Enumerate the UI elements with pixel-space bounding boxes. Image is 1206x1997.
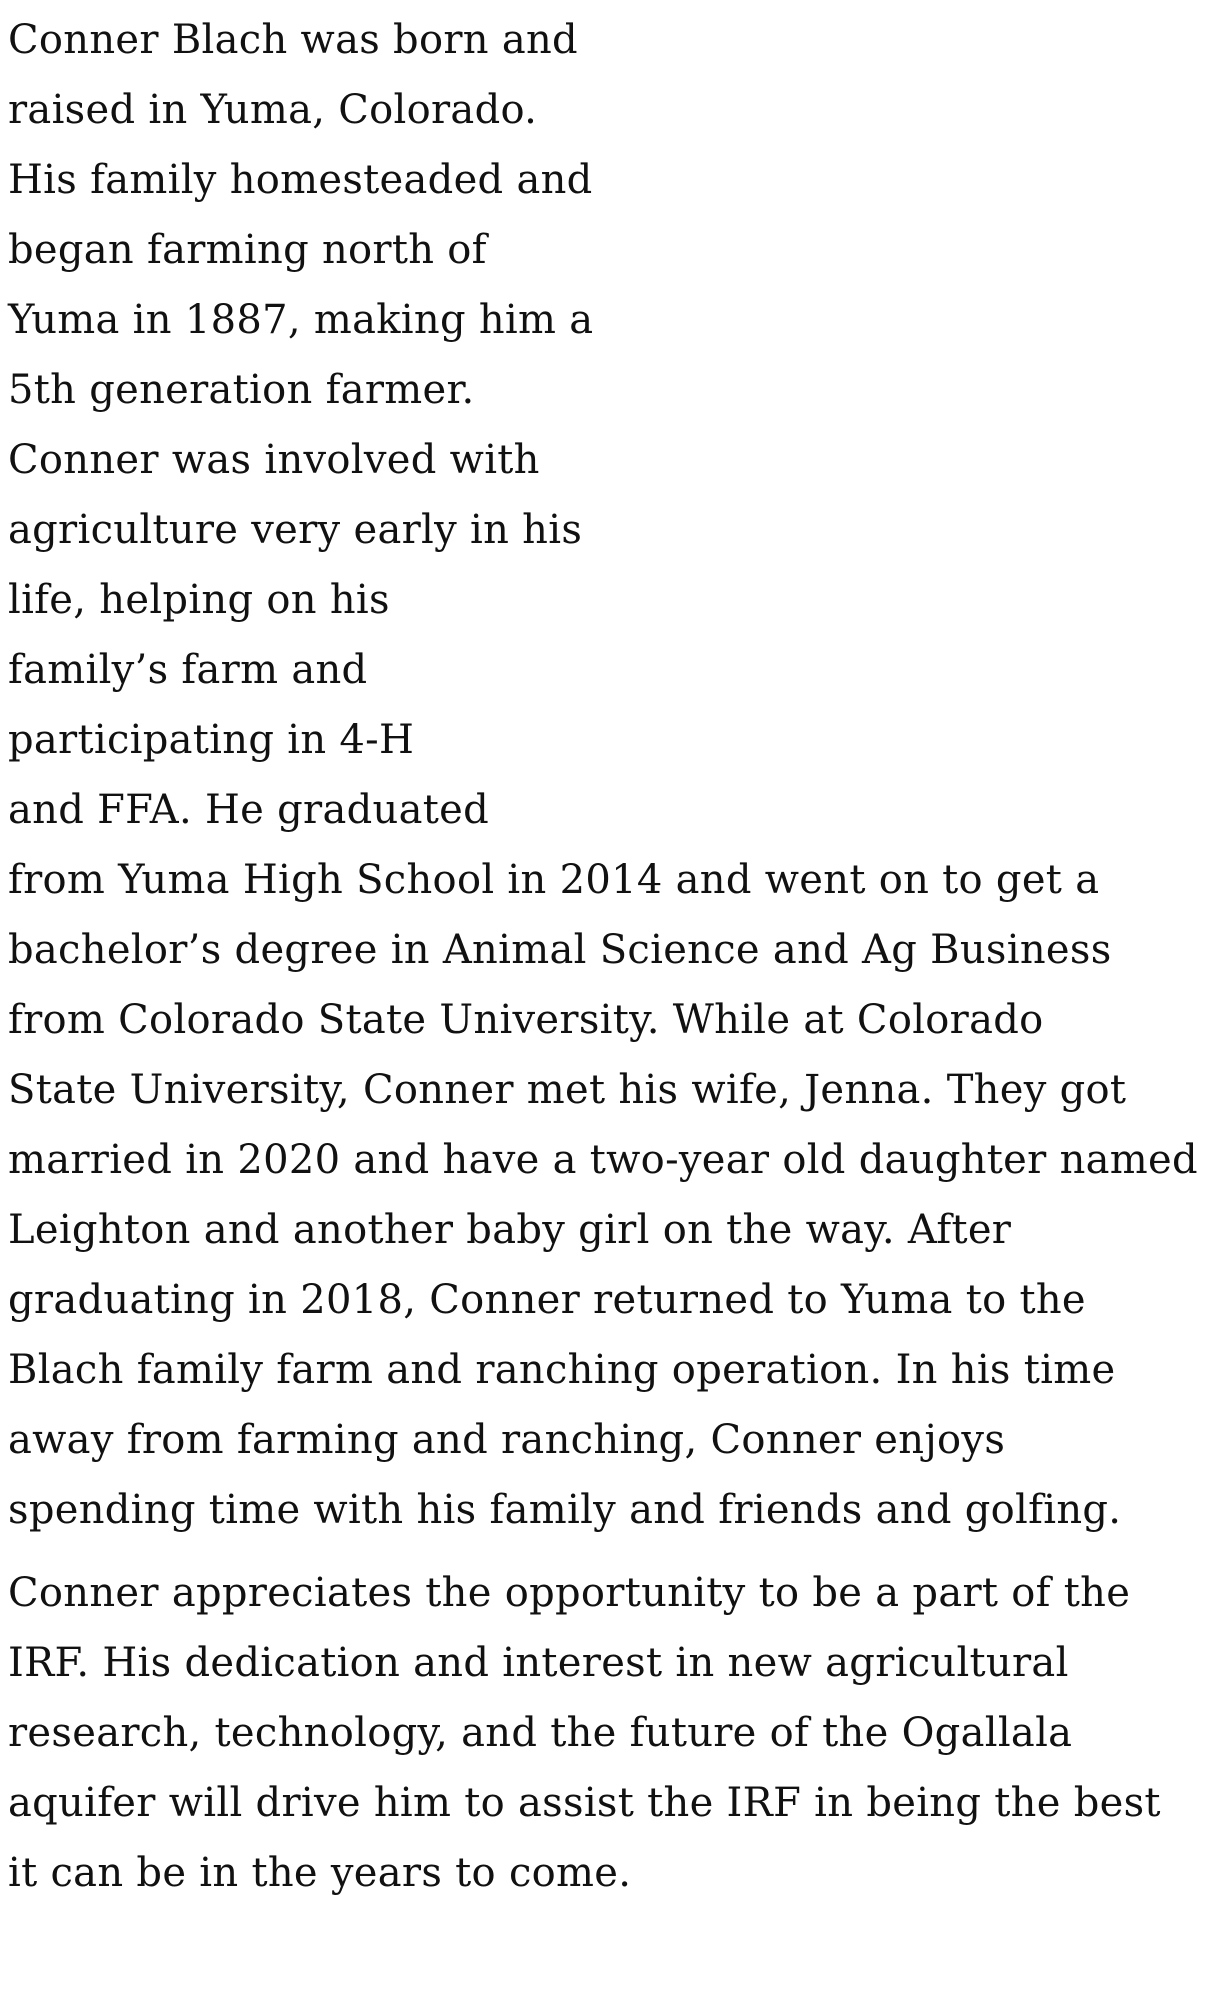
text-line: Blach family farm and ranching operation. In his time (8, 1347, 1116, 1393)
text-line: raised in Yuma, Colorado. (8, 87, 538, 133)
text-line: from Colorado State University. While at Colorado (8, 997, 1044, 1043)
text-line: Conner Blach was born and (8, 17, 578, 63)
text-line: away from farming and ranching, Conner enjoys (8, 1417, 1006, 1463)
text-line: began farming north of (8, 227, 487, 273)
text-line: and FFA. He graduated (8, 787, 489, 833)
text-line: State University, Conner met his wife, Jenna. They got (8, 1067, 1127, 1113)
text-line: 5th generation farmer. (8, 367, 475, 413)
text-line: life, helping on his (8, 577, 390, 623)
text-line: IRF. His dedication and interest in new agricultural (8, 1640, 1069, 1686)
text-line: Leighton and another baby girl on the way. After (8, 1207, 1012, 1253)
text-line: from Yuma High School in 2014 and went on to get a (8, 857, 1100, 903)
text-line: aquifer will drive him to assist the IRF in being the best (8, 1780, 1161, 1826)
text-line: agriculture very early in his (8, 507, 583, 553)
text-line: married in 2020 and have a two-year old daughter named (8, 1137, 1198, 1183)
text-line: His family homesteaded and (8, 157, 593, 203)
text-line: Yuma in 1887, making him a (8, 297, 594, 343)
text-line: graduating in 2018, Conner returned to Yuma to the (8, 1277, 1086, 1323)
text-line: it can be in the years to come. (8, 1850, 632, 1896)
text-line: Conner was involved with (8, 437, 540, 483)
text-line: bachelor’s degree in Animal Science and Ag Business (8, 927, 1112, 973)
text-line: participating in 4-H (8, 717, 415, 763)
text-line: research, technology, and the future of the Ogallala (8, 1710, 1073, 1756)
text-line: family’s farm and (8, 647, 368, 693)
text-line: Conner appreciates the opportunity to be a part of the (8, 1570, 1131, 1616)
text-line: spending time with his family and friends and golfing. (8, 1487, 1122, 1533)
